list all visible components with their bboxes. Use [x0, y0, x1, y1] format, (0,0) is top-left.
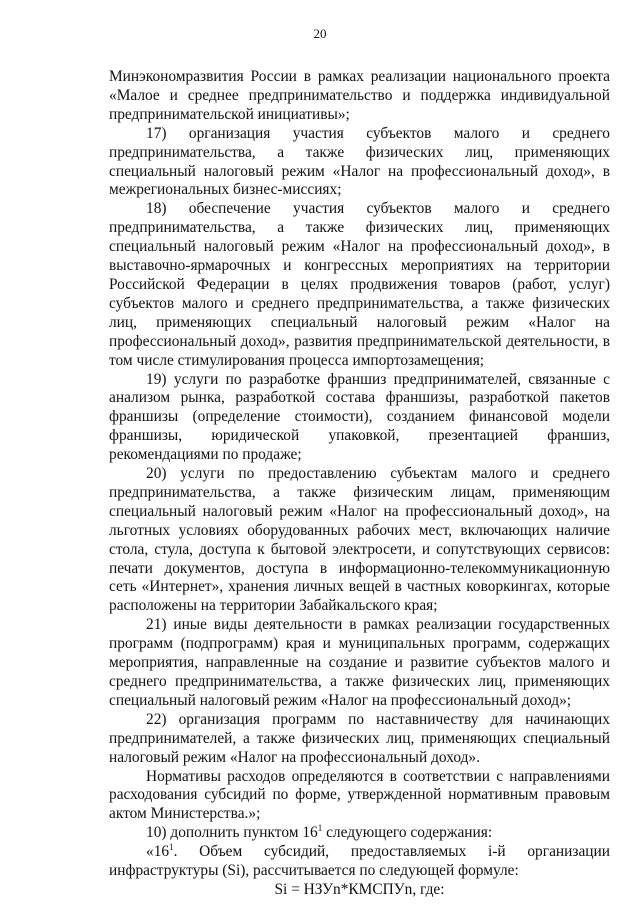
paragraph-item-21: 21) иные виды деятельности в рамках реализации государственных программ (подпрограмм) края и муниципальных программ, содержащих мероприятия, направленные на создание и развитие субъектов малого и среднего предпринимательства, а также физических лиц, применяющих специальный налоговый режим «Налог на профессиональный доход»;	[109, 616, 610, 709]
item-16-superscript: 1	[169, 842, 174, 853]
paragraph-item-10	[109, 824, 610, 843]
item-10-text: 10) дополнить пунктом 16	[146, 824, 318, 842]
page-number: 20	[313, 26, 327, 41]
item-16-text: «16	[146, 843, 170, 861]
paragraph-continuation: Минэкономразвития России в рамках реализации национального проекта «Малое и среднее предпринимательство и поддержка индивидуальной предпринимательской инициативы»;	[109, 68, 610, 123]
paragraph-item-19: 19) услуги по разработке франшиз предпринимателей, связанные с анализом рынка, разработкой состава франшизы, разработкой пакетов франшизы (определение стоимости), созданием финансовой модели франшизы, юридической упаковкой, презентацией франшиз, рекомендациями по продаже;	[109, 370, 610, 464]
item-10-superscript: 1	[317, 823, 323, 834]
document-body	[109, 68, 610, 900]
paragraph-norms: Нормативы расходов определяются в соответствии с направлениями расходования субсидий по форме, утвержденной нормативным правовым актом Министерства.»;	[109, 767, 610, 823]
paragraph-item-20: 20) услуги по предоставлению субъектам малого и среднего предпринимательства, а также физическим лицам, применяющим специальный налоговый режим «Налог на профессиональный доход», на льготных условиях оборудованных рабочих мест, включающих наличие стола, стула, доступа к бытовой электросети, и сопутствующих сервисов: печати документов, доступа в информационно-телекоммуникационную сеть «Интернет», хранения личных вещей в частных коворкингах, которые расположены на территории Забайкальского края;	[109, 465, 610, 615]
item-10-text-end: следующего содержания:	[322, 824, 493, 842]
paragraph-item-18: 18) обеспечение участия субъектов малого и среднего предпринимательства, а также физических лиц, применяющих специальный налоговый режим «Налог на профессиональный доход», в выставочно-ярмарочных и конгрессных мероприятиях на территории Российской Федерации в целях продвижения товаров (работ, услуг) субъектов малого и среднего предпринимательства, а также физических лиц, применяющих специальный налоговый режим «Налог на профессиональный доход», развития предпринимательской деятельности, в том числе стимулирования процесса импортозамещения;	[109, 200, 610, 369]
paragraph-item-22: 22) организация программ по наставничеству для начинающих предпринимателей, а также физических лиц, применяющих специальный налоговый режим «Налог на профессиональный доход».	[109, 710, 610, 766]
formula-line: Si = НЗУn*КМСПУn, где:	[274, 880, 445, 898]
paragraph-item-17: 17) организация участия субъектов малого и среднего предпринимательства, а также физических лиц, применяющих специальный налоговый режим «Налог на профессиональный доход», в межрегиональных бизнес-миссиях;	[109, 124, 610, 199]
item-16-text-end: . Объем субсидий, предоставляемых i-й организации инфраструктуры (Si), рассчитывается по следующей формуле:	[109, 843, 610, 880]
paragraph-item-16-1	[109, 843, 610, 881]
